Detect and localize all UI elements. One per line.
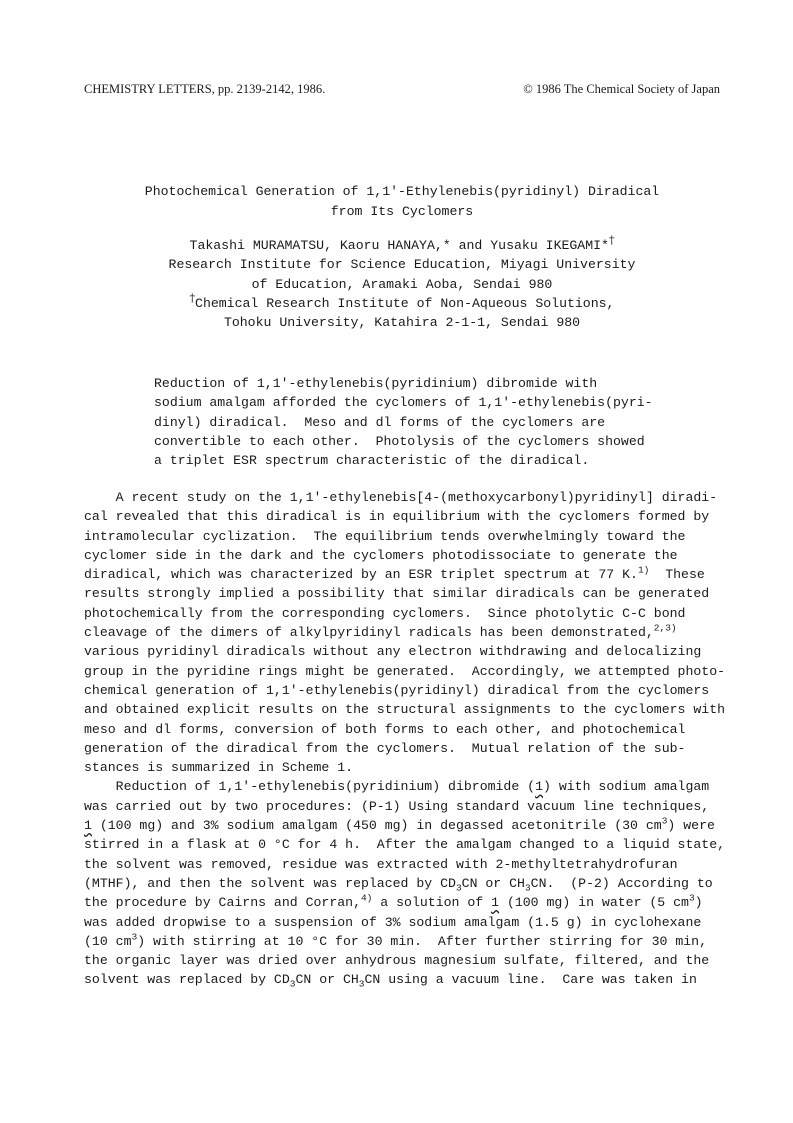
- body-line: photochemically from the corresponding cyclomers. Since photolytic C-C bond: [84, 605, 686, 621]
- subscript: 3: [524, 882, 531, 894]
- author-block: [84, 233, 720, 332]
- body-line: diradical, which was characterized by an ESR triplet spectrum at 77 K.$^{1)}$ These: [84, 564, 705, 583]
- body-line: cyclomer side in the dark and the cyclomers photodissociate to generate the: [84, 547, 678, 563]
- body-line: was added dropwise to a suspension of 3% sodium amalgam (1.5 g) in cyclohexane: [84, 914, 702, 930]
- body-line: chemical generation of 1,1'-ethylenebis(pyridinyl) diradical from the cyclomers: [84, 682, 710, 698]
- body-line: intramolecular cyclization. The equilibrium tends overwhelmingly toward the: [84, 528, 686, 544]
- running-header: [84, 82, 720, 102]
- affiliation-1-line-1: Research Institute for Science Education, Miyagi University: [168, 257, 636, 273]
- body-line: various pyridinyl diradicals without any electron withdrawing and delocalizing: [84, 644, 702, 660]
- title-line-2: from Its Cyclomers: [330, 204, 474, 219]
- reference-mark: 1): [637, 564, 650, 576]
- body-line: cleavage of the dimers of alkylpyridinyl radicals has been demonstrated,$^{2,3)}$: [84, 622, 677, 641]
- body-line: the solvent was removed, residue was extracted with 2-methyltetrahydrofuran: [84, 856, 678, 872]
- body-text: [84, 488, 724, 990]
- dagger-mark: †: [608, 233, 615, 247]
- body-line: generation of the diradical from the cyclomers. Mutual relation of the sub-: [84, 740, 686, 756]
- body-line: group in the pyridine rings might be generated. Accordingly, we attempted photo-: [84, 663, 726, 679]
- paper-title: [84, 182, 720, 222]
- body-line: (MTHF), and then the solvent was replaced by $CD_3CN$ or $CH_3CN$. (P-2) According to: [84, 875, 713, 894]
- body-line: stirred in a flask at 0 °C for 4 h. After the amalgam changed to a liquid state,: [84, 837, 726, 853]
- reference-mark: 2,3): [653, 622, 677, 634]
- abstract-line: Reduction of 1,1'-ethylenebis(pyridinium) dibromide with: [154, 376, 598, 391]
- compound-number: 1: [535, 779, 544, 795]
- superscript: 3: [661, 815, 668, 827]
- compound-number: 1: [491, 895, 500, 911]
- body-line: the procedure by Cairns and Corran,$^{4)}$ a solution of 1 (100 mg) in water (5 $cm^3$): [84, 892, 703, 911]
- body-line: was carried out by two procedures: (P-1) Using standard vacuum line techniques,: [84, 798, 710, 814]
- body-line: and obtained explicit results on the structural assignments to the cyclomers with: [84, 702, 726, 718]
- subscript: 3: [358, 979, 365, 991]
- body-line: A recent study on the 1,1'-ethylenebis[4-(methoxycarbonyl)pyridinyl] diradi-: [84, 490, 718, 505]
- abstract: [154, 374, 654, 470]
- reference-mark: 4): [360, 892, 373, 904]
- body-line: 1 (100 mg) and 3% sodium amalgam (450 mg) in degassed acetonitrile (30 $cm^3$) were: [84, 815, 715, 834]
- superscript: 3: [688, 892, 695, 904]
- affiliation-2-line-1: †Chemical Research Institute of Non-Aqueous Solutions,: [189, 291, 615, 311]
- compound-number: 1: [84, 818, 92, 834]
- dagger-mark: †: [189, 291, 196, 305]
- abstract-line: convertible to each other. Photolysis of the cyclomers showed: [154, 433, 645, 449]
- subscript: 3: [455, 882, 462, 894]
- copyright-notice: © 1986 The Chemical Society of Japan: [523, 82, 720, 96]
- subscript: 3: [289, 979, 296, 991]
- journal-citation: CHEMISTRY LETTERS, pp. 2139-2142, 1986.: [84, 82, 326, 96]
- body-line: solvent was replaced by $CD_3CN$ or $CH_3CN$ using a vacuum line. Care was taken in: [84, 972, 697, 991]
- abstract-line: dinyl) diradical. Meso and dl forms of the cyclomers are: [154, 414, 606, 430]
- title-line-1: Photochemical Generation of 1,1'-Ethylenebis(pyridinyl) Diradical: [144, 184, 660, 199]
- abstract-line: sodium amalgam afforded the cyclomers of 1,1'-ethylenebis(pyri-: [154, 395, 653, 411]
- author-names: Takashi MURAMATSU, Kaoru HANAYA,* and Yusaku IKEGAMI*†: [189, 233, 615, 253]
- body-line: meso and dl forms, conversion of both forms to each other, and photochemical: [84, 721, 686, 737]
- affiliation-2-line-2: Tohoku University, Katahira 2-1-1, Sendai 980: [223, 315, 581, 331]
- superscript: 3: [131, 931, 138, 943]
- body-line: cal revealed that this diradical is in equilibrium with the cyclomers formed by: [84, 509, 710, 525]
- body-line: the organic layer was dried over anhydrous magnesium sulfate, filtered, and the: [84, 953, 710, 969]
- body-line: (10 $cm^3$) with stirring at 10 °C for 30 min. After further stirring for 30 min,: [84, 931, 707, 949]
- abstract-line: a triplet ESR spectrum characteristic of the diradical.: [154, 453, 590, 469]
- affiliation-1-line-2: of Education, Aramaki Aoba, Sendai 980: [251, 276, 553, 292]
- body-line: stances is summarized in Scheme 1.: [84, 760, 354, 776]
- body-line: Reduction of 1,1'-ethylenebis(pyridinium) dibromide (1) with sodium amalgam: [84, 779, 710, 795]
- body-line: results strongly implied a possibility that similar diradicals can be generated: [84, 586, 710, 602]
